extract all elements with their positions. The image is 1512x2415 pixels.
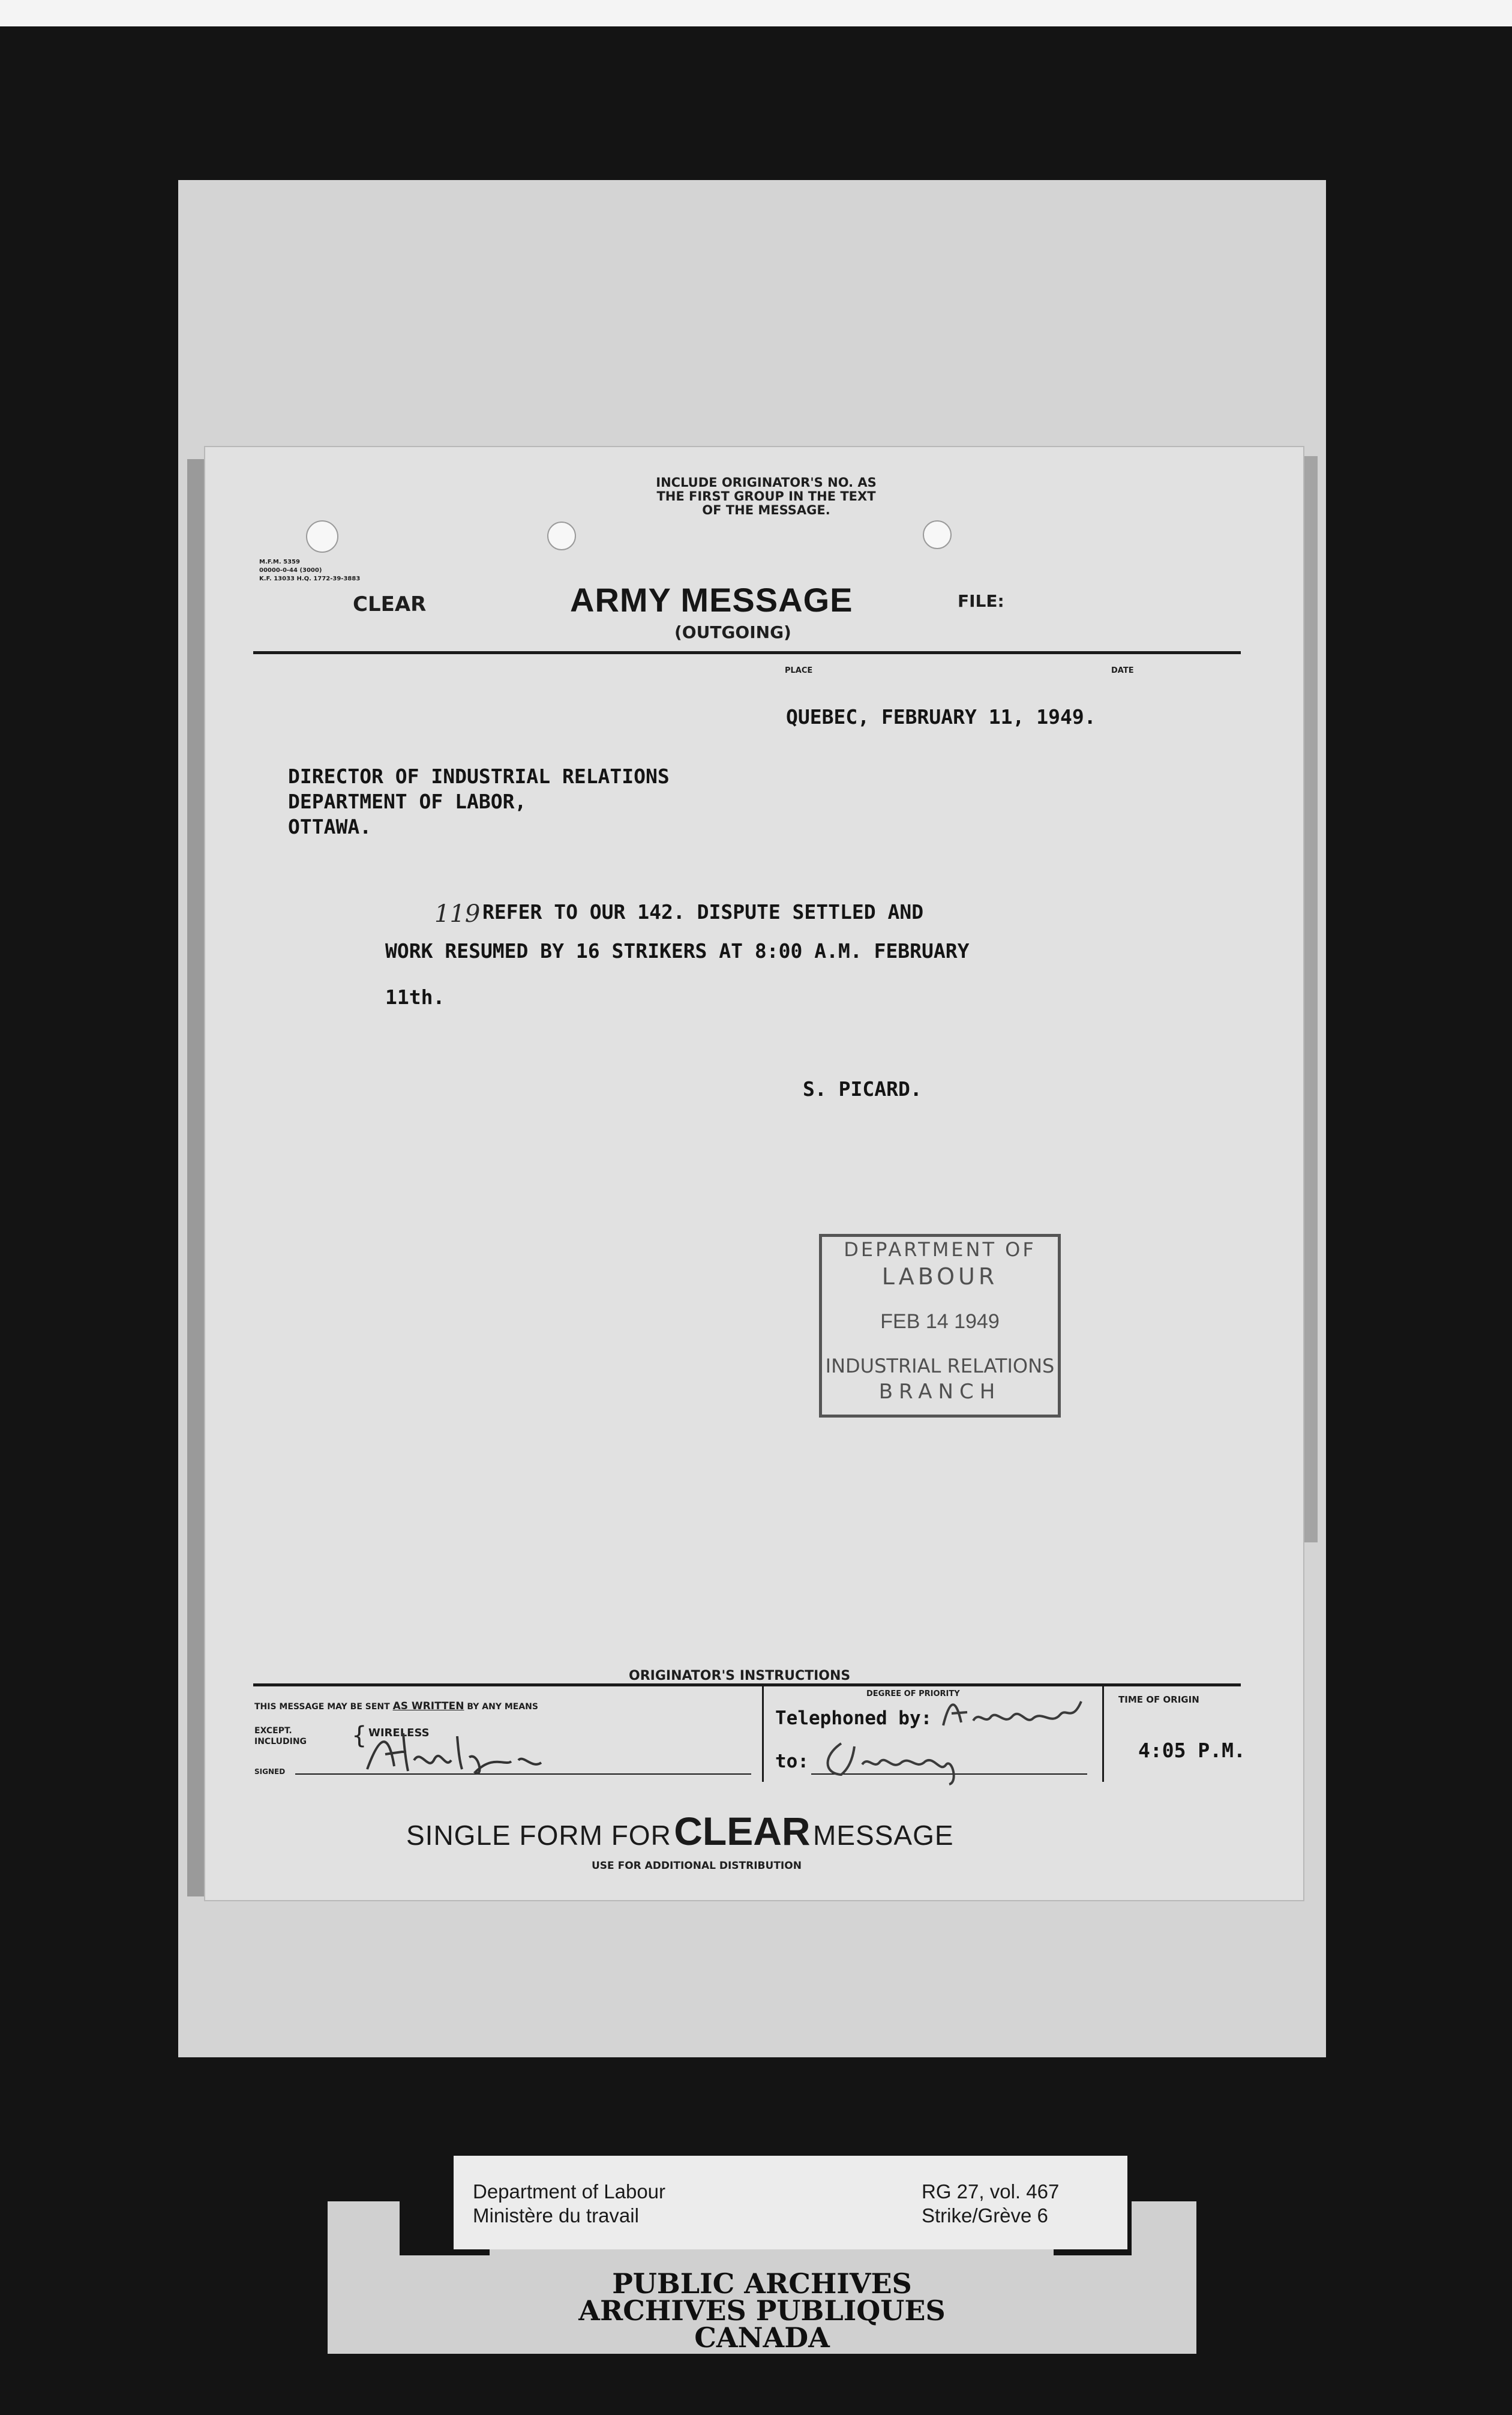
archive-tab: PUBLIC ARCHIVES ARCHIVES PUBLIQUES CANADA (328, 2201, 1196, 2354)
place-date: QUEBEC, FEBRUARY 11, 1949. (786, 705, 1096, 729)
message-line-1: REFER TO OUR 142. DISPUTE SETTLED AND (482, 900, 924, 924)
time-of-origin-value: 4:05 P.M. (1138, 1739, 1246, 1762)
originators-instructions-label: ORIGINATOR'S INSTRUCTIONS (629, 1668, 851, 1683)
file-label: FILE: (958, 591, 1004, 611)
brace: { (352, 1722, 367, 1749)
wireless: WIRELESS (368, 1727, 430, 1739)
archive-reference-label (454, 2156, 1127, 2249)
army-message-form (205, 447, 1303, 1900)
telephoned-by-label: Telephoned by: (775, 1707, 932, 1729)
originator-number: 119 (434, 900, 481, 928)
received-stamp: DEPARTMENT OF LABOUR FEB 14 1949 INDUSTRIAL RELATIONS BRANCH (819, 1234, 1061, 1418)
form-codes: M.F.M. 5359 00000-0-44 (3000) K.F. 13033 H.Q. 1772-39-3883 (259, 559, 361, 582)
form-title: ARMY MESSAGE (570, 581, 853, 619)
single-form-title: SINGLE FORM FOR CLEAR MESSAGE (406, 1809, 954, 1853)
date-label: DATE (1111, 666, 1134, 675)
signed-label: SIGNED (254, 1767, 286, 1776)
addressee: DIRECTOR OF INDUSTRIAL RELATIONS DEPARTMENT OF LABOR, OTTAWA. (288, 765, 670, 838)
archive-reference: RG 27, vol. 467 Strike/Grève 6 (922, 2180, 1060, 2227)
punch-hole (923, 520, 952, 549)
sender-signature: S. PICARD. (803, 1077, 922, 1101)
send-means: THIS MESSAGE MAY BE SENT AS WRITTEN BY ANY MEANS (254, 1700, 538, 1712)
originator-instruction: INCLUDE ORIGINATOR'S NO. AS THE FIRST GROUP IN THE TEXT OF THE MESSAGE. (656, 475, 877, 517)
handwritten-telephoned-by (937, 1689, 1087, 1731)
form-subtitle: (OUTGOING) (674, 622, 791, 642)
except-including: EXCEPT. INCLUDING (254, 1726, 307, 1746)
place-label: PLACE (785, 666, 813, 675)
handwritten-signature (361, 1724, 553, 1778)
message-line-3: 11th. (385, 985, 445, 1009)
message-line-2: WORK RESUMED BY 16 STRIKERS AT 8:00 A.M. FEBRUARY (385, 939, 970, 963)
classification: CLEAR (353, 592, 427, 616)
department-names: Department of Labour Ministère du travail (473, 2180, 666, 2227)
form-note: USE FOR ADDITIONAL DISTRIBUTION (592, 1860, 802, 1872)
punch-hole (306, 520, 338, 553)
footer-rule (253, 1683, 1241, 1686)
footer-divider (1102, 1686, 1104, 1782)
header-rule (253, 651, 1241, 654)
punch-hole (547, 522, 576, 550)
time-of-origin-label: TIME OF ORIGIN (1118, 1694, 1199, 1705)
footer-divider (762, 1686, 764, 1782)
page-edge-shadow (1301, 456, 1318, 1542)
priority-label: DEGREE OF PRIORITY (866, 1689, 960, 1698)
to-label: to: (775, 1751, 809, 1772)
handwritten-recipient (817, 1731, 973, 1785)
